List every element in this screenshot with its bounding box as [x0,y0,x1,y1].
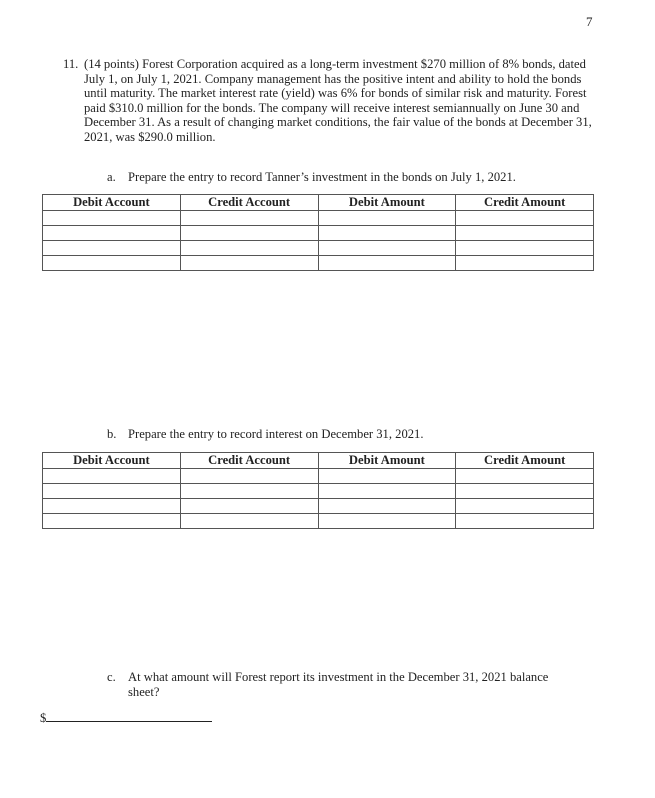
table-cell[interactable] [318,514,456,529]
problem-text: (14 points) Forest Corporation acquired as a long-term investment $270 million of 8% bonds, dated July 1, on July 1, 2021. Company management has the positive intent and ability to hold the bonds until maturity. The market interest rate (yield) was 6% for bonds of similar risk and maturity. Forest paid $310.0 million for the bonds. The company will receive interest semiannually on June 30 and December 31. As a result of changing market conditions, the fair value of the bonds at December 31, 2021, was $290.0 million. [84,57,592,144]
table-header-row [43,453,594,469]
part-b-text: Prepare the entry to record interest on December 31, 2021. [128,427,424,441]
table-cell[interactable] [318,211,456,226]
col-debit-amount: Debit Amount [318,195,456,211]
col-debit-amount: Debit Amount [318,453,456,469]
table-cell[interactable] [456,514,594,529]
table-cell[interactable] [456,499,594,514]
table-cell[interactable] [43,499,181,514]
table-cell[interactable] [456,226,594,241]
table-cell[interactable] [180,469,318,484]
table-cell[interactable] [318,499,456,514]
col-debit-account: Debit Account [43,453,181,469]
table-row [43,469,594,484]
part-c-question [107,670,567,699]
table-header-row [43,195,594,211]
table-row [43,241,594,256]
table-cell[interactable] [180,514,318,529]
table-row [43,514,594,529]
table-cell[interactable] [456,484,594,499]
table-cell[interactable] [180,226,318,241]
table-cell[interactable] [43,484,181,499]
col-credit-amount: Credit Amount [456,195,594,211]
col-credit-account: Credit Account [180,453,318,469]
table-cell[interactable] [180,499,318,514]
table-cell[interactable] [318,469,456,484]
table-row [43,226,594,241]
table-cell[interactable] [43,514,181,529]
table-cell[interactable] [456,211,594,226]
col-credit-amount: Credit Amount [456,453,594,469]
table-cell[interactable] [43,211,181,226]
table-cell[interactable] [180,211,318,226]
table-cell[interactable] [43,256,181,271]
table-row [43,484,594,499]
table-cell[interactable] [180,256,318,271]
part-a-text: Prepare the entry to record Tanner’s investment in the bonds on July 1, 2021. [128,170,516,184]
table-cell[interactable] [456,256,594,271]
table-cell[interactable] [43,226,181,241]
answer-line[interactable] [46,709,212,722]
answer-blank[interactable] [40,709,212,726]
table-cell[interactable] [318,241,456,256]
col-credit-account: Credit Account [180,195,318,211]
part-a-letter: a. [107,170,116,184]
part-c-text: At what amount will Forest report its investment in the December 31, 2021 balance sheet? [128,670,549,699]
part-a-journal-table [42,194,594,271]
table-row [43,499,594,514]
table-cell[interactable] [456,469,594,484]
dollar-sign: $ [40,711,47,725]
page-number: 7 [586,14,593,29]
table-cell[interactable] [180,484,318,499]
part-a-question [107,170,587,185]
table-cell[interactable] [318,226,456,241]
table-cell[interactable] [43,241,181,256]
problem-statement [63,57,598,145]
col-debit-account: Debit Account [43,195,181,211]
table-cell[interactable] [318,484,456,499]
table-row [43,256,594,271]
part-b-journal-table [42,452,594,529]
table-cell[interactable] [43,469,181,484]
part-b-question [107,427,587,442]
table-cell[interactable] [456,241,594,256]
table-cell[interactable] [318,256,456,271]
table-cell[interactable] [180,241,318,256]
part-b-letter: b. [107,427,117,441]
part-c-letter: c. [107,670,116,684]
problem-number: 11. [63,57,79,71]
table-row [43,211,594,226]
